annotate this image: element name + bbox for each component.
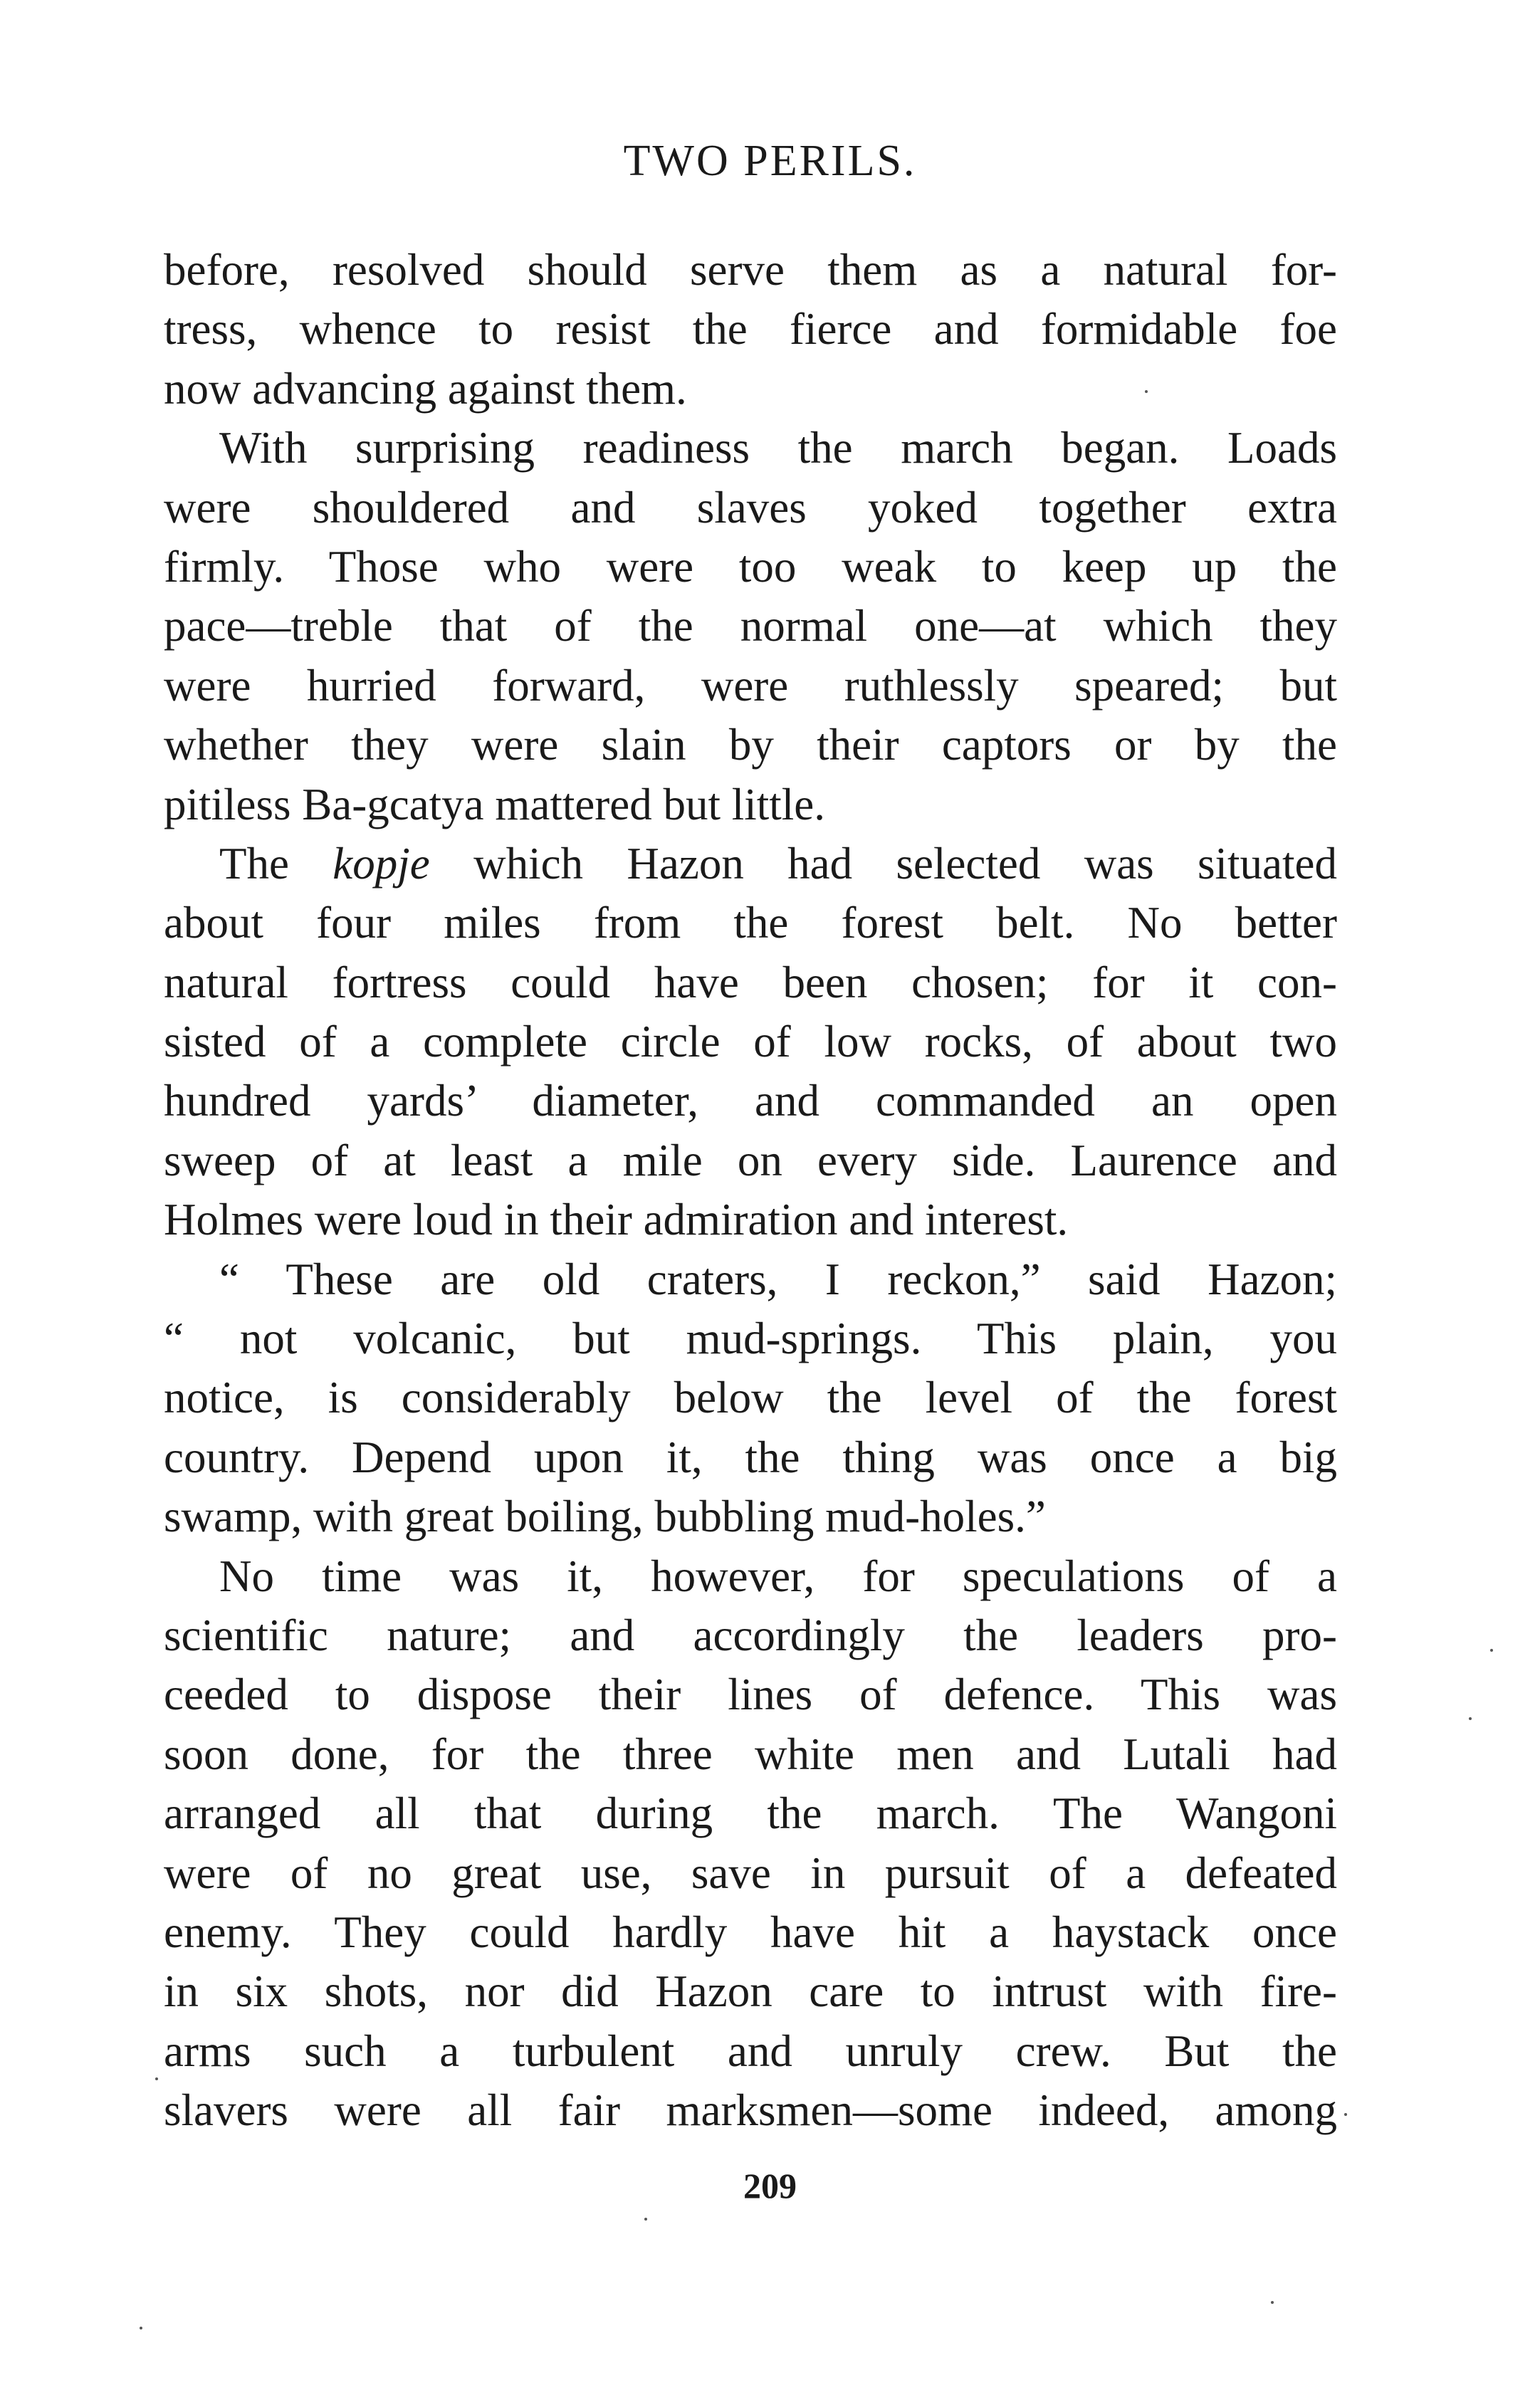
text-line: notice, is considerably below the level of the forest [164, 1373, 1337, 1423]
scan-speck [1469, 1717, 1472, 1720]
scan-speck [140, 2327, 142, 2329]
page-number: 209 [743, 2166, 797, 2206]
paragraph-start-line: No time was it, however, for speculations of a [219, 1551, 1337, 1601]
text-line: firmly. Those who were too weak to keep up the [164, 541, 1337, 592]
text-line: about four miles from the forest belt. No better [164, 898, 1337, 948]
scan-speck [1490, 1649, 1493, 1652]
text-line: were shouldered and slaves yoked together extra [164, 482, 1337, 533]
text-line: natural fortress could have been chosen; for it con- [164, 957, 1337, 1007]
text-line: pitiless Ba-gcatya mattered but little. [164, 779, 825, 829]
text-line: “ not volcanic, but mud-springs. This plain, you [164, 1314, 1337, 1364]
text-line: in six shots, nor did Hazon care to intrust with fire- [164, 1966, 1337, 2017]
text-line: swamp, with great boiling, bubbling mud-holes.” [164, 1492, 1046, 1542]
text-line: were hurried forward, were ruthlessly speared; but [164, 660, 1337, 711]
text-line: now advancing against them. [164, 363, 687, 414]
text-line: were of no great use, save in pursuit of a defeated [164, 1847, 1337, 1898]
text-line: whether they were slain by their captors or by the [164, 720, 1337, 770]
scan-speck [1145, 390, 1148, 393]
text-line: scientific nature; and accordingly the leaders pro- [164, 1610, 1337, 1660]
text-line: enemy. They could hardly have hit a haystack once [164, 1907, 1337, 1957]
text-line: country. Depend upon it, the thing was once a big [164, 1432, 1337, 1482]
text-line: hundred yards’ diameter, and commanded an open [164, 1076, 1337, 1126]
text-line: soon done, for the three white men and Lutali had [164, 1729, 1337, 1779]
scan-speck [1344, 2113, 1347, 2116]
text-run: The [219, 838, 333, 889]
text-line: Holmes were loud in their admiration and interest. [164, 1195, 1069, 1245]
body-text [164, 241, 1337, 2141]
scan-speck [644, 2218, 647, 2221]
paragraph-start-line: With surprising readiness the march began. Loads [219, 423, 1337, 473]
text-line: arms such a turbulent and unruly crew. But the [164, 2025, 1337, 2076]
text-line: sweep of at least a mile on every side. Laurence and [164, 1135, 1337, 1185]
text-line: ceeded to dispose their lines of defence. This was [164, 1670, 1337, 1720]
text-line: arranged all that during the march. The Wangoni [164, 1788, 1337, 1839]
text-line: pace—treble that of the normal one—at which they [164, 601, 1337, 651]
running-head: TWO PERILS. [623, 137, 917, 185]
text-line: before, resolved should serve them as a natural for- [164, 245, 1337, 295]
text-run: which Hazon had selected was situated [429, 838, 1337, 889]
scan-speck [1271, 2301, 1274, 2304]
text-line: tress, whence to resist the fierce and formidable foe [164, 304, 1337, 355]
paragraph-start-line [164, 834, 1337, 893]
text-line: sisted of a complete circle of low rocks, of about two [164, 1017, 1337, 1067]
scan-speck [155, 2077, 158, 2080]
text-line: slavers were all fair marksmen—some indeed, among [164, 2085, 1337, 2136]
italic-word: kopje [332, 838, 430, 889]
paragraph-start-line: “ These are old craters, I reckon,” said Hazon; [219, 1254, 1337, 1304]
